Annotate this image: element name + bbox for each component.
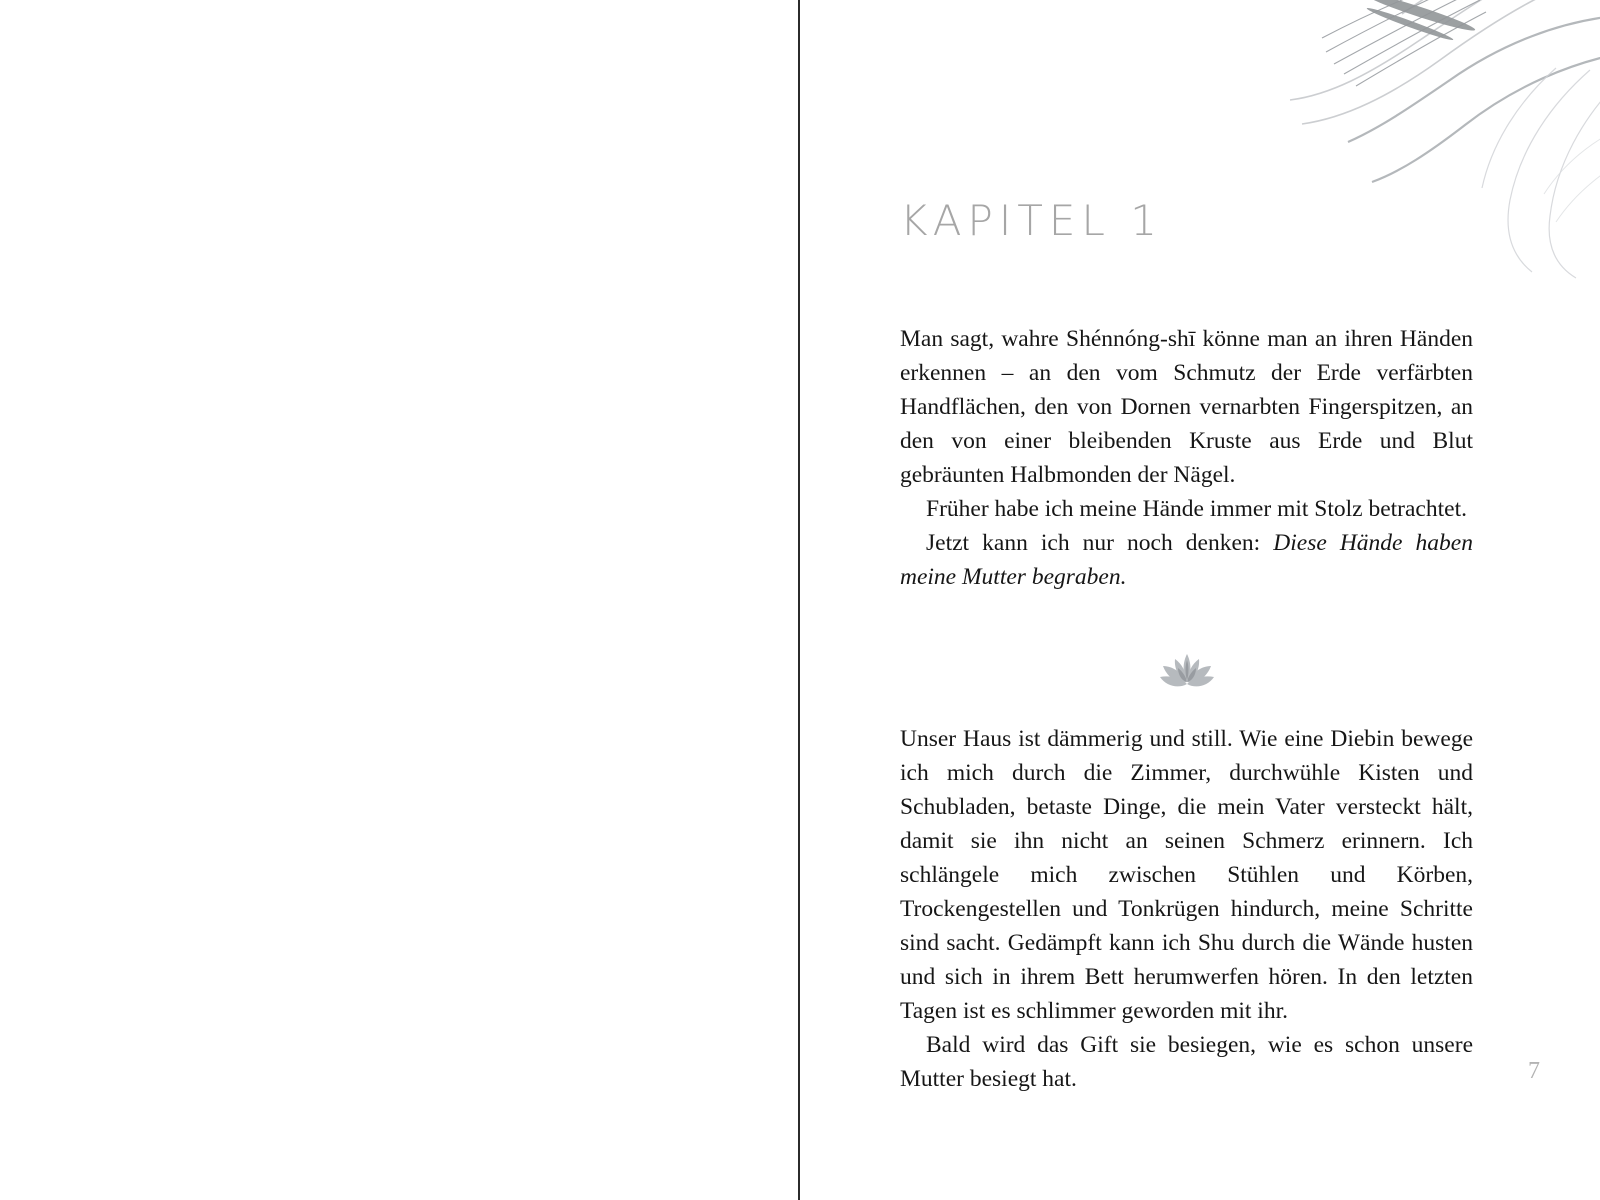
chapter-title: KAPITEL 1 [900,196,1163,245]
section-break-ornament [900,638,1473,702]
smoke-swirl-decoration [1120,0,1600,280]
paragraph: Man sagt, wahre Shénnóng-shī könne man an ihren Händen erkennen – an den vom Schmutz der Erde verfärbten Handflächen, den von Dornen vernarbten Fingerspitzen, an den von einer bleibenden Kruste aus Erde und Blut gebräunten Halbmonden der Nägel. [900,326,1473,488]
paragraph-lead: Jetzt kann ich nur noch denken: [926,530,1274,556]
lotus-flower-icon [1147,644,1227,696]
paragraph: Früher habe ich meine Hände immer mit Stolz betrachtet. [926,496,1467,522]
right-page [800,0,1600,1200]
paragraph [900,526,1473,594]
paragraph-emphasis: Diese Hände haben meine Mutter begraben. [900,530,1473,590]
chapter-body-text [900,722,1473,1096]
chapter-opening-text [900,322,1473,594]
paragraph: Unser Haus ist dämmerig und still. Wie eine Diebin bewege ich mich durch die Zimmer, durchwühle Kisten und Schubladen, betaste Dinge, die mein Vater versteckt hält, damit sie ihn nicht an seinen Schmerz erinnern. Ich schlängele mich zwischen Stühlen und Körben, Trockengestellen und Tonkrügen hindurch, meine Schritte sind sacht. Gedämpft kann ich Shu durch die Wände husten und sich in ihrem Bett herumwerfen hören. In den letzten Tagen ist es schlimmer geworden mit ihr. [900,726,1473,1024]
page-number: 7 [1528,1058,1540,1084]
paragraph: Bald wird das Gift sie besiegen, wie es schon unsere Mutter besiegt hat. [900,1032,1473,1092]
